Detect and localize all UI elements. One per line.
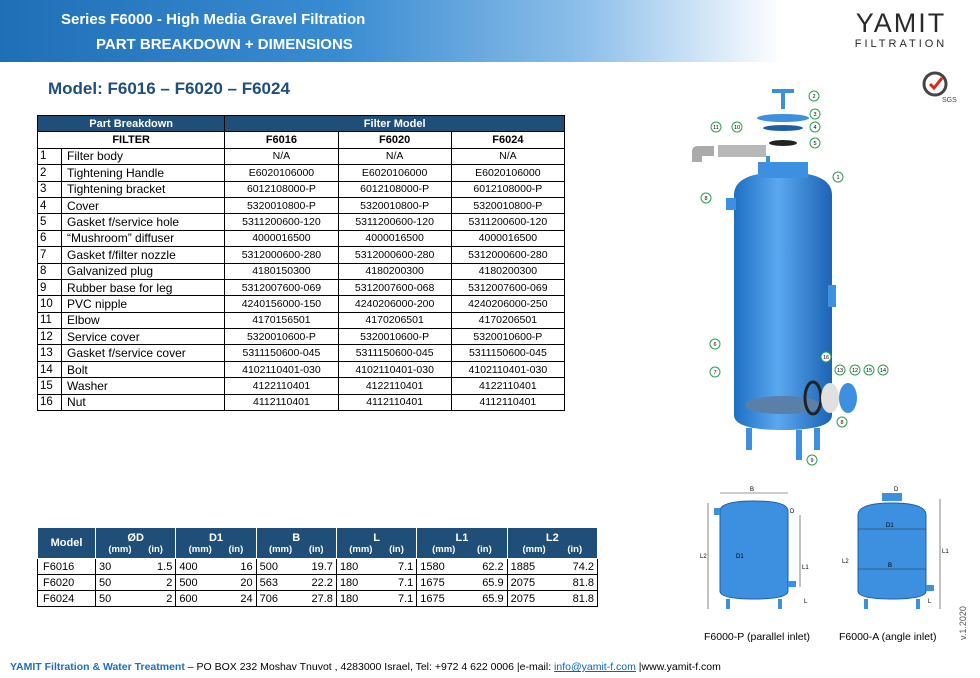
part-code: 4180200300 <box>338 263 451 279</box>
dimension-cell <box>417 559 507 575</box>
dimension-group-header <box>336 528 416 559</box>
value-in: 81.8 <box>572 576 594 589</box>
part-code: E6020106000 <box>451 165 564 181</box>
svg-text:8: 8 <box>840 420 844 426</box>
table-row <box>38 575 598 591</box>
part-code: 4102110401-030 <box>338 361 451 377</box>
part-number: 6 <box>38 230 62 246</box>
filter-model-header: Filter Model <box>225 116 565 132</box>
dimension-cell <box>256 575 336 591</box>
value-mm: 1675 <box>420 576 445 589</box>
svg-text:16: 16 <box>822 355 830 361</box>
part-code: 5312007600-069 <box>225 279 338 295</box>
part-code: 4170206501 <box>451 312 564 328</box>
part-number: 15 <box>38 378 62 394</box>
svg-text:D1: D1 <box>736 554 744 560</box>
svg-text:L: L <box>804 599 808 605</box>
value-in: 22.2 <box>311 576 333 589</box>
value-in: 16 <box>240 560 253 573</box>
sgs-certification-icon <box>918 70 958 104</box>
svg-text:D: D <box>790 509 795 515</box>
svg-text:D1: D1 <box>886 523 894 529</box>
value-in: 65.9 <box>482 592 504 605</box>
part-number: 1 <box>38 148 62 164</box>
elbow <box>692 146 714 162</box>
part-code: 5311150600-045 <box>338 345 451 361</box>
dimension-cell <box>176 575 256 591</box>
side-flange <box>828 285 836 307</box>
table-row <box>38 247 565 263</box>
part-code: E6020106000 <box>225 165 338 181</box>
dimension-group-header <box>417 528 507 559</box>
part-number: 4 <box>38 197 62 213</box>
part-code: 4000016500 <box>451 230 564 246</box>
part-name: Filter body <box>62 148 225 164</box>
part-name: “Mushroom” diffuser <box>62 230 225 246</box>
value-mm: 1580 <box>420 560 445 573</box>
table-row <box>38 181 565 197</box>
part-code: 5320010600-P <box>338 329 451 345</box>
part-code: 4112110401 <box>451 394 564 410</box>
dimension-group-header <box>176 528 256 559</box>
svg-text:L2: L2 <box>700 554 707 560</box>
side-port <box>726 198 736 210</box>
part-code: 5312007600-068 <box>338 279 451 295</box>
part-code: 4240206000-250 <box>451 296 564 312</box>
svg-text:3: 3 <box>813 112 817 118</box>
part-code: 5311200600-120 <box>451 214 564 230</box>
svg-text:B: B <box>750 487 755 493</box>
svg-text:13: 13 <box>836 368 844 374</box>
svg-text:L1: L1 <box>942 549 949 555</box>
inlet-pipe <box>766 156 770 176</box>
table-row <box>38 165 565 181</box>
part-code: 5312007600-069 <box>451 279 564 295</box>
part-name: Gasket f/filter nozzle <box>62 247 225 263</box>
tightening-bracket <box>757 114 809 122</box>
value-mm: 500 <box>259 560 278 573</box>
part-name: Elbow <box>62 312 225 328</box>
part-name: Rubber base for leg <box>62 279 225 295</box>
unit-mm: (mm) <box>268 543 293 555</box>
value-mm: 706 <box>259 592 278 605</box>
part-code: 4180200300 <box>451 263 564 279</box>
svg-text:7: 7 <box>713 370 717 376</box>
part-code: 4240156000-150 <box>225 296 338 312</box>
part-code: 4112110401 <box>338 394 451 410</box>
footer-brand: YAMIT Filtration & Water Treatment <box>10 661 185 673</box>
part-code: E6020106000 <box>338 165 451 181</box>
logo-main: YAMIT <box>855 8 947 38</box>
unit-mm: (mm) <box>188 543 212 555</box>
part-code: 4122110401 <box>451 378 564 394</box>
value-mm: 500 <box>179 576 198 589</box>
svg-text:D: D <box>894 487 899 493</box>
value-in: 7.1 <box>397 592 414 605</box>
sgs-label: SGS <box>942 97 957 104</box>
value-in: 65.9 <box>482 576 504 589</box>
part-code: 5311150600-045 <box>451 345 564 361</box>
value-in: 27.8 <box>311 592 333 605</box>
part-code: 6012108000-P <box>225 181 338 197</box>
unit-mm: (mm) <box>522 543 546 555</box>
part-code: 4122110401 <box>225 378 338 394</box>
dimension-model: F6024 <box>38 591 96 607</box>
table-row <box>38 279 565 295</box>
part-code: 4122110401 <box>338 378 451 394</box>
part-number: 3 <box>38 181 62 197</box>
top-flange <box>758 162 808 178</box>
dimension-cell <box>417 591 507 607</box>
dimension-cell <box>96 559 176 575</box>
part-code: 4000016500 <box>338 230 451 246</box>
svg-text:L2: L2 <box>842 559 849 565</box>
table-row <box>38 214 565 230</box>
dimension-cell <box>417 575 507 591</box>
value-in: 62.2 <box>482 560 504 573</box>
dimension-cell <box>176 559 256 575</box>
part-name: Gasket f/service cover <box>62 345 225 361</box>
model-title: Model: F6016 – F6020 – F6024 <box>48 79 290 98</box>
value-in: 2 <box>166 592 173 605</box>
header-title: Series F6000 - High Media Gravel Filtration <box>61 11 366 28</box>
part-code: 5320010800-P <box>451 197 564 213</box>
version-label: v.1.2020 <box>958 606 968 640</box>
unit-mm: (mm) <box>432 543 456 555</box>
value-mm: 50 <box>99 592 112 605</box>
dimension-model: F6016 <box>38 559 96 575</box>
part-code: N/A <box>338 148 451 164</box>
unit-in: (in) <box>389 543 404 555</box>
value-mm: 180 <box>339 576 359 589</box>
model-header: Model <box>38 528 96 559</box>
svg-text:14: 14 <box>879 368 887 374</box>
unit-in: (in) <box>567 543 583 555</box>
table-row <box>38 559 598 575</box>
dimension-cell <box>507 559 597 575</box>
part-breakdown-table <box>37 115 565 411</box>
part-name: Gasket f/service hole <box>62 214 225 230</box>
model-column-header: F6016 <box>225 132 338 148</box>
part-name: Tightening Handle <box>62 165 225 181</box>
svg-text:10: 10 <box>733 125 741 131</box>
unit-mm: (mm) <box>349 543 373 555</box>
part-name: Tightening bracket <box>62 181 225 197</box>
svg-text:9: 9 <box>810 458 814 464</box>
unit-in: (in) <box>308 543 324 555</box>
dimension-group-header <box>96 528 176 559</box>
service-cover <box>839 383 857 413</box>
part-name: PVC nipple <box>62 296 225 312</box>
value-in: 24 <box>240 592 253 605</box>
dimension-symbol: L2 <box>545 531 559 544</box>
filter-column-header: FILTER <box>38 132 225 148</box>
dimension-cell <box>256 591 336 607</box>
value-mm: 180 <box>339 592 359 605</box>
part-breakdown-header: Part Breakdown <box>38 116 225 132</box>
part-name: Service cover <box>62 329 225 345</box>
part-number: 13 <box>38 345 62 361</box>
dimension-cell <box>96 591 176 607</box>
svg-text:15: 15 <box>865 368 873 374</box>
part-code: 5320010800-P <box>225 197 338 213</box>
dimension-cell <box>176 591 256 607</box>
table-row <box>38 378 565 394</box>
svg-text:4: 4 <box>813 125 817 131</box>
table-row <box>38 148 565 164</box>
footer <box>10 661 721 673</box>
part-code: 5320010800-P <box>338 197 451 213</box>
exploded-filter-diagram <box>688 80 920 475</box>
company-logo <box>845 8 957 50</box>
unit-labels <box>417 544 506 555</box>
value-mm: 1675 <box>420 592 445 605</box>
part-code: 6012108000-P <box>451 181 564 197</box>
part-code: 5320010600-P <box>451 329 564 345</box>
part-number: 8 <box>38 263 62 279</box>
dimension-symbol: L1 <box>455 531 469 544</box>
table-row <box>38 230 565 246</box>
part-name: Nut <box>62 394 225 410</box>
filter-body <box>734 172 832 430</box>
part-code: 4170206501 <box>338 312 451 328</box>
part-code: 4112110401 <box>225 394 338 410</box>
table-row <box>38 263 565 279</box>
header-banner <box>0 0 980 62</box>
part-number: 7 <box>38 247 62 263</box>
logo-sub: FILTRATION <box>854 38 948 50</box>
part-code: 5311150600-045 <box>225 345 338 361</box>
header-subtitle: PART BREAKDOWN + DIMENSIONS <box>96 36 353 53</box>
handle-stem <box>781 93 785 109</box>
table-row <box>38 345 565 361</box>
value-in: 19.7 <box>311 560 333 573</box>
part-code: 5311200600-120 <box>338 214 451 230</box>
unit-in: (in) <box>148 543 163 555</box>
value-in: 7.1 <box>397 576 414 589</box>
dimension-cell <box>507 575 597 591</box>
part-code: 4000016500 <box>225 230 338 246</box>
part-code: 5311200600-120 <box>225 214 338 230</box>
svg-text:L1: L1 <box>802 565 809 571</box>
unit-mm: (mm) <box>108 543 132 555</box>
model-column-header: F6024 <box>451 132 564 148</box>
part-code: 4102110401-030 <box>225 361 338 377</box>
parallel-inlet-caption: F6000-P (parallel inlet) <box>704 631 811 643</box>
footer-email-link[interactable]: info@yamit-f.com <box>554 661 636 673</box>
dimension-model: F6020 <box>38 575 96 591</box>
dimension-cell <box>507 591 597 607</box>
dimension-symbol: L <box>373 531 380 544</box>
svg-text:12: 12 <box>851 368 859 374</box>
part-code: 6012108000-P <box>338 181 451 197</box>
part-code: 5312000600-280 <box>338 247 451 263</box>
value-in: 7.1 <box>397 560 414 573</box>
dimension-symbol: B <box>292 531 301 544</box>
dimensions-table <box>37 527 598 607</box>
table-row <box>38 329 565 345</box>
table-row <box>38 361 565 377</box>
part-name: Galvanized plug <box>62 263 225 279</box>
svg-text:B: B <box>888 563 893 569</box>
cover <box>763 125 803 131</box>
part-code: 4102110401-030 <box>451 361 564 377</box>
leg <box>746 428 752 450</box>
angle-inlet-caption: F6000-A (angle inlet) <box>839 631 937 643</box>
part-number: 5 <box>38 214 62 230</box>
part-code: 5312000600-280 <box>451 247 564 263</box>
unit-in: (in) <box>228 543 244 555</box>
value-mm: 30 <box>99 560 112 573</box>
unit-labels <box>337 544 416 555</box>
unit-labels <box>96 544 175 555</box>
unit-labels <box>508 544 597 555</box>
drain-pipe <box>796 430 802 460</box>
dimension-symbol: D1 <box>208 531 223 544</box>
footer-web[interactable]: |www.yamit-f.com <box>635 661 721 673</box>
part-number: 12 <box>38 329 62 345</box>
value-mm: 600 <box>179 592 198 605</box>
value-mm: 2075 <box>510 592 536 605</box>
value-in: 74.2 <box>572 560 594 573</box>
part-name: Bolt <box>62 361 225 377</box>
value-mm: 2075 <box>510 576 536 589</box>
value-mm: 563 <box>259 576 278 589</box>
svg-text:2: 2 <box>812 94 816 100</box>
svg-text:1: 1 <box>836 175 840 181</box>
unit-labels <box>176 544 255 555</box>
angle-inlet-drawing <box>836 483 956 623</box>
parallel-inlet-drawing <box>692 483 816 623</box>
table-row <box>38 312 565 328</box>
value-in: 1.5 <box>157 560 173 573</box>
part-number: 14 <box>38 361 62 377</box>
value-mm: 50 <box>99 576 112 589</box>
dimension-group-header <box>507 528 597 559</box>
value-in: 20 <box>240 576 253 589</box>
model-column-header: F6020 <box>338 132 451 148</box>
pvc-nipple <box>718 145 766 157</box>
unit-in: (in) <box>476 543 492 555</box>
part-name: Washer <box>62 378 225 394</box>
dimension-symbol: ØD <box>127 531 144 544</box>
part-code: 5312000600-280 <box>225 247 338 263</box>
unit-labels <box>257 544 336 555</box>
svg-text:5: 5 <box>813 141 817 147</box>
value-in: 2 <box>166 576 173 589</box>
svg-text:11: 11 <box>713 125 719 131</box>
tightening-handle <box>772 89 794 93</box>
service-hole-gasket <box>769 140 797 146</box>
table-row <box>38 591 598 607</box>
footer-address: – PO BOX 232 Moshav Tnuvot , 4283000 Israel, Tel: +972 4 622 0006 |e-mail: <box>184 661 555 673</box>
gasket-service-cover <box>821 383 839 413</box>
value-in: 81.8 <box>572 592 594 605</box>
table-row <box>38 197 565 213</box>
part-number: 9 <box>38 279 62 295</box>
dimension-cell <box>336 591 416 607</box>
part-code: 4170156501 <box>225 312 338 328</box>
part-number: 16 <box>38 394 62 410</box>
part-code: 5320010600-P <box>225 329 338 345</box>
part-number: 2 <box>38 165 62 181</box>
dimension-cell <box>336 575 416 591</box>
dimension-cell <box>96 575 176 591</box>
svg-text:8: 8 <box>704 196 708 202</box>
value-mm: 180 <box>339 560 359 573</box>
table-row <box>38 296 565 312</box>
dimension-cell <box>256 559 336 575</box>
svg-text:6: 6 <box>713 342 717 348</box>
part-code: 4180150300 <box>225 263 338 279</box>
part-code: N/A <box>451 148 564 164</box>
part-name: Cover <box>62 197 225 213</box>
part-number: 10 <box>38 296 62 312</box>
leg <box>814 428 820 450</box>
dimension-cell <box>336 559 416 575</box>
part-code: 4240206000-200 <box>338 296 451 312</box>
value-mm: 400 <box>179 560 198 573</box>
table-row <box>38 394 565 410</box>
dimension-group-header <box>256 528 336 559</box>
part-code: N/A <box>225 148 338 164</box>
part-number: 11 <box>38 312 62 328</box>
value-mm: 1885 <box>510 560 536 573</box>
svg-text:L: L <box>928 599 932 605</box>
